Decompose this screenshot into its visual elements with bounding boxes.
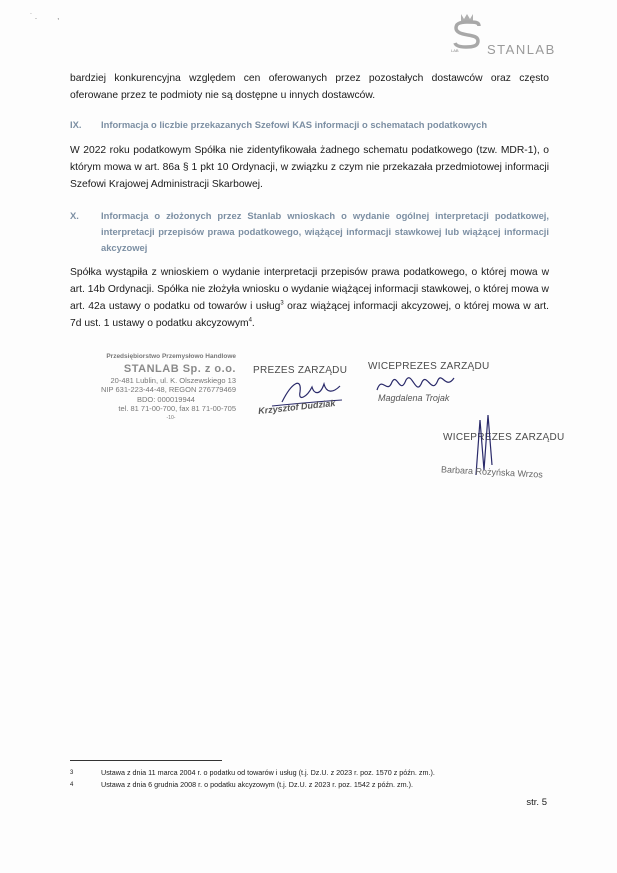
footnote-number: 3	[70, 770, 74, 776]
section-heading-x	[70, 208, 549, 256]
signature-title-wiceprezes-1: WICEPREZES ZARZĄDU	[368, 361, 490, 372]
section-title: Informacja o liczbie przekazanych Szefowi KAS informacji o schematach podatkowych	[101, 119, 488, 130]
paragraph-mdr: W 2022 roku podatkowym Spółka nie zidentyfikowała żadnego schematu podatkowego (tzw. MDR-1), o którym mowa w art. 86a § 1 pkt 10 Ordynacji, w związku z czym nie przekazała przedmiotowej informacji Szefowi Krajowej Administracji Skarbowej.	[70, 145, 549, 190]
footnote-number: 4	[70, 782, 74, 788]
signature-title-prezes: PREZES ZARZĄDU	[253, 365, 348, 376]
signature-title-wiceprezes-2: WICEPREZES ZARZĄDU	[443, 432, 565, 443]
paragraph-text: oraz wiążącej informacji akcyzowej, o której mowa w art. 7d ust. 1 ustawy o podatku akcyzowym	[70, 301, 549, 329]
logo-small-text: LAB	[451, 48, 459, 53]
footnote-ref[interactable]: 4	[248, 317, 252, 324]
section-heading-ix	[70, 117, 549, 133]
section-number: IX.	[70, 119, 82, 130]
stanlab-s-emblem-icon	[451, 12, 485, 52]
footnote-text: Ustawa z dnia 6 grudnia 2008 r. o podatku akcyzowym (t.j. Dz.U. z 2023 r. poz. 1542 z późn. zm.).	[101, 780, 414, 789]
footnote-text: Ustawa z dnia 11 marca 2004 r. o podatku od towarów i usług (t.j. Dz.U. z 2023 r. poz. 1570 z późn. zm.).	[101, 768, 435, 777]
footnote	[70, 780, 413, 790]
signature-name-wiceprezes-1: Magdalena Trojak	[378, 393, 450, 403]
paragraph-continuation: bardziej konkurencyjna względem cen oferowanych przez pozostałych dostawców oraz często oferowane przez te podmioty nie są dostępne u innych dostawców.	[70, 73, 549, 101]
stamp-line: -10-	[166, 414, 176, 421]
section-number: X.	[70, 210, 79, 221]
scan-specks: ˙ . ,	[30, 12, 60, 21]
paragraph-interpretation	[70, 264, 549, 332]
footnote	[70, 768, 435, 778]
company-stamp	[56, 352, 236, 423]
page-number: str. 5	[526, 797, 547, 808]
section-title: Informacja o złożonych przez Stanlab wnioskach o wydanie ogólnej interpretacji podatkowej, interpretacji przepisów prawa podatkowego, wiążącej informacji stawkowej lub wiążącej informacji akcyzowej	[101, 210, 549, 253]
paragraph-text: Spółka wystąpiła z wnioskiem o wydanie interpretacji przepisów prawa podatkowego, o której mowa w art. 14b Ordynacji. Spółka nie złożyła wniosku o wydanie wiążącej informacji stawkowej, o której mowa w art. 42a ustawy o podatku od towarów i usług	[70, 267, 549, 312]
stamp-line: 20-481 Lublin, ul. K. Olszewskiego 13	[110, 375, 236, 385]
stamp-company-name: STANLAB Sp. z o.o.	[123, 362, 236, 375]
stamp-line: tel. 81 71-00-700, fax 81 71-00-705	[118, 404, 236, 413]
signature-name-wiceprezes-2: Barbara Rożyńska Wrzos	[440, 464, 544, 480]
footnote-ref[interactable]: 3	[280, 300, 284, 307]
stanlab-logo	[451, 12, 561, 57]
footnote-separator	[70, 760, 222, 761]
stamp-line: Przedsiębiorstwo Przemysłowo Handlowe	[106, 353, 236, 360]
signature-name-prezes: Krzysztof Dudziak	[257, 397, 336, 417]
logo-wordmark: STANLAB	[487, 42, 556, 57]
paragraph-text: .	[251, 318, 255, 329]
stamp-line: BDO: 000019944	[137, 394, 195, 404]
stamp-line: NIP 631-223-44-48, REGON 276779469	[101, 385, 236, 394]
